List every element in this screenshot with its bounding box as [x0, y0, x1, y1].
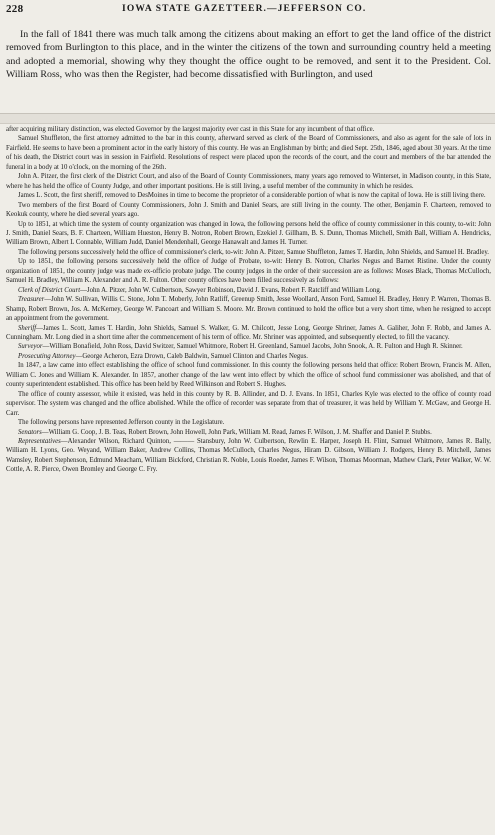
paragraph-text: The office of county assessor, while it existed, was held in this county by R. B. Allinder, and D. J. Evans. In 1851, Charles Kyle was elected to the office of county road supervisor. The system was changed and the office abolished. While the office of recorder was separate from that of treasurer, it was held by William Y. McGaw, and George H. Carr.: [6, 390, 491, 417]
body-paragraph: [6, 352, 491, 361]
body-paragraph: [6, 220, 491, 248]
body-paragraph: [6, 390, 491, 418]
body-paragraph: [6, 134, 491, 172]
paragraph-text: —William G. Coop, J. B. Teas, Robert Brown, John Howell, John Park, William M. Read, James F. Wilson, J. M. Shaffer and Daniel P. Stubbs.: [41, 428, 432, 436]
page-header: [6, 3, 489, 15]
body-paragraph: [6, 257, 491, 285]
office-label: Clerk of District Court: [18, 286, 81, 294]
body-paragraph: [6, 125, 491, 134]
paragraph-text: Samuel Shuffleton, the first attorney admitted to the bar in this county, afterward served as clerk of the Board of Commissioners, and also as agent for the sale of lots in Fairfield. He seems to have been a prominent actor in the early history of this county. He was an Englishman by birth; and died Sept. 25th, 1846, aged about 30 years. At the time of his death, the District court was in session in Fairfield. Resolutions of respect were placed upon the records of the court, and the court and members of the bar attended the funeral in a body at 10 o'clock, on the morning of the 26th.: [6, 135, 491, 171]
paragraph-text: Up to 1851, the following persons successively held the office of Judge of Probate, to-wit: Henry B. Notron, Charles Negus and Barnet Ristine. Under the county organization of 1851, the county judge was made ex-officio probate judge. The county judges in the order of their succession are as follows: Moses Black, Thomas McCulloch, Samuel H. Bradley, William K. Alexander and A. R. Fulton. Other county offices have been filled successively as follows:: [6, 258, 491, 285]
intro-section: [6, 28, 491, 81]
body-paragraph: [6, 201, 491, 220]
intro-paragraph: In the fall of 1841 there was much talk among the citizens about making an effort to get the land office of the district removed from Burlington to this place, and in the winter the citizens of the town and surrounding country held a meeting and adopted a memorial, showing why they thought the office ought to be removed, and sent it to the President. Col. William Ross, who was then the Register, had become dissatisfied with Burlington, and used: [6, 29, 491, 80]
body-paragraph: [6, 248, 491, 257]
paragraph-text: —John A. Pitzer, John W. Culbertson, Sawyer Robinson, David J. Evans, Robert F. Ratcliff and William Long.: [80, 286, 382, 294]
body-paragraph: [6, 295, 491, 323]
body-paragraph: [6, 172, 491, 191]
body-paragraph: [6, 191, 491, 200]
body-paragraph: [6, 286, 491, 295]
paragraph-text: Up to 1851, at which time the system of county organization was changed in Iowa, the following persons held the office of county commissioner in this county, to-wit: John J. Smith, Daniel Sears, B. F. Charteen, William Hueston, Henry B. Notron, Robert Brown, Ezekiel J. Gillham, B. S. Dunn, Thomas Mitchell, Smith Ball, William A. Hendricks, William Brown, Albert L Connable, William Judd, Daniel Mendenhall, George Hanawalt and James H. Turner.: [6, 220, 491, 247]
paragraph-text: John A. Pitzer, the first clerk of the District Court, and also of the Board of County Commissioners, many years ago removed to Winterset, in Madison county, in this State, where he has held the office of County Judge, and other important positions. He is still living, a useful member of the community in which he resides.: [6, 173, 491, 190]
page-fold-divider: [0, 113, 495, 124]
office-label: Representatives: [18, 437, 61, 445]
running-head: IOWA STATE GAZETTEER.—JEFFERSON CO.: [122, 4, 367, 14]
paragraph-text: James L. Scott, the first sheriff, removed to DesMoines in time to become the proprietor of a considerable portion of what is now the capital of Iowa. He is still living there.: [18, 192, 486, 200]
office-label: Senators: [18, 428, 42, 436]
body-paragraph: [6, 342, 491, 351]
paragraph-text: The following persons have represented Jefferson county in the Legislature.: [18, 419, 225, 427]
body-paragraph: [6, 437, 491, 475]
office-label: Treasurer: [18, 296, 45, 304]
body-text: [6, 125, 491, 475]
paragraph-text: —George Acheron, Ezra Drown, Caleb Baldwin, Samuel Clinton and Charles Negus.: [75, 352, 309, 360]
paragraph-text: —James L. Scott, James T. Hardin, John Shields, Samuel S. Walker, G. M. Chilcott, Jesse Long, George Shriner, James A. Galiher, John F. Robb, and James A. Cunningham. Mr. Long died in a short time after the commencement of his term of office. Mr. Shriner was appointed, and subsequently elected, to fill the vacancy.: [6, 324, 491, 341]
paragraph-text: —John W. Sullivan, Willis C. Stone, John T. Moberly, John Ratliff, Greenup Smith, Jesse Woollard, Anson Ford, Samuel H. Bradley, Henry P. Warren, Thomas B. Shamp, Robert Brown, Jos. A. McKerney, George W. Pancoart and William S. Moore. Mr. Brown continued to hold the office but a very short time, when he resigned to accept an appointment from the government.: [6, 296, 491, 323]
page-number: 228: [6, 3, 24, 15]
body-paragraph: [6, 428, 491, 437]
paragraph-text: after acquiring military distinction, was elected Governor by the largest majority ever cast in this State for any incumbent of that office.: [6, 126, 375, 133]
office-label: Sheriff: [18, 324, 37, 332]
paragraph-text: In 1847, a law came into effect establishing the office of school fund commissioner. In this county the following persons held that office: Robert Brown, Francis M. Allen, William C. Jones and William K. Alexander. In 1857, another change of the law went into effect by which the office of school fund commissioner was abolished, and that of county superintendent established. This office has been held by Reed Wilkinson and Robert S. Hughes.: [6, 362, 491, 389]
body-paragraph: [6, 361, 491, 389]
body-paragraph: [6, 324, 491, 343]
office-label: Prosecuting Attorney: [18, 352, 76, 360]
body-paragraph: [6, 418, 491, 427]
paragraph-text: Two members of the first Board of County Commissioners, John J. Smith and Daniel Sears, are still living in the county. The other, Benjamin F. Charteen, removed to Keokuk county, where he died several years ago.: [6, 201, 491, 219]
paragraph-text: —Alexander Wilson, Richard Quinton, ——— Stansbury, John W. Culbertson, Rewlin E. Harper, Joseph H. Flint, Samuel Whitmore, James R. Bally, William H. Lyons, Geo. Weyand, William Baker, Andrew Collins, Thomas McCulloch, Charles Negus, Hiram D. Gibson, William J. Rodgers, Henry B. Mitchell, James Wamsley, Robert Stephenson, Edmund Meacham, William Bickford, Christian R. Noble, Louis Roeder, James F. Wilson, Thomas Moorman, Mathew Clark, Peter Walker, W. W. Cottle, A. R. Pierce, Owen Bromley and George C. Fry.: [6, 437, 491, 474]
paragraph-text: —William Bonafield, John Ross, David Switzer, Samuel Whitmore, Robert H. Greenland, Samuel Jacobs, John Snook, A. R. Fulton and Hugh R. Skinner.: [42, 343, 463, 351]
office-label: Surveyor: [18, 343, 43, 351]
paragraph-text: The following persons successively held the office of commissioner's clerk, to-wit: John A. Pitzer, Samue Shuffleton, James T. Hardin, John Shields, and Samuel H. Bradley.: [18, 248, 489, 256]
